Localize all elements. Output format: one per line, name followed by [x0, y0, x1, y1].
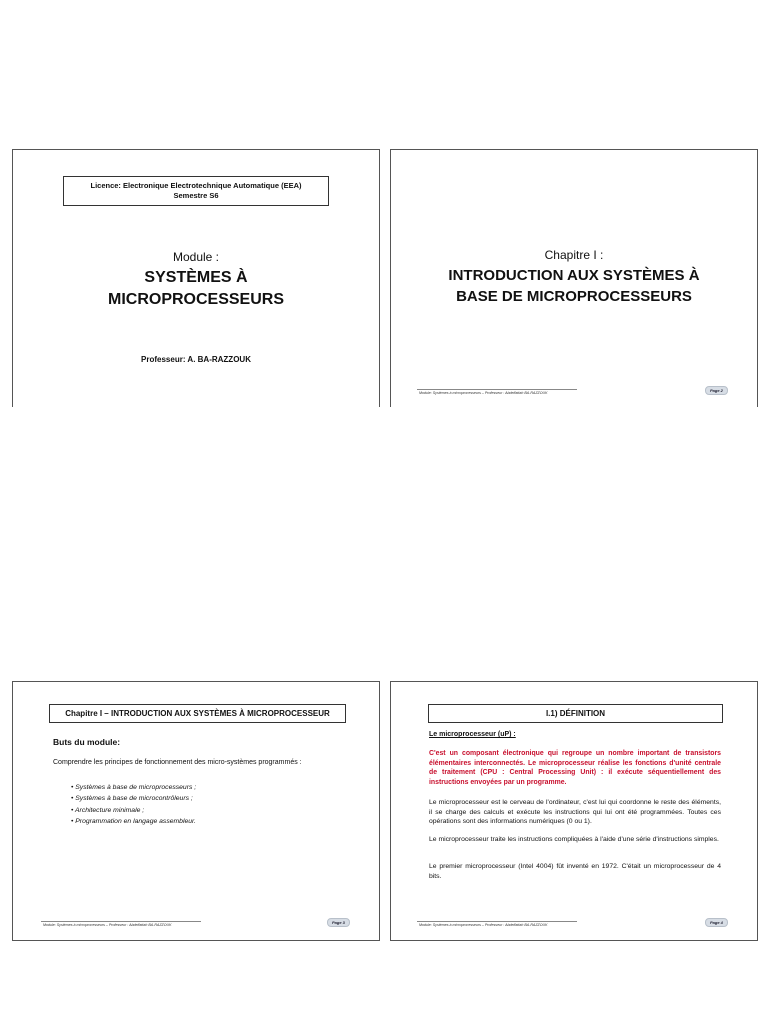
semester-line: Semestre S6	[173, 191, 219, 200]
list-item: • Programmation en langage assembleur.	[71, 818, 196, 826]
module-title	[13, 267, 379, 311]
list-item: • Systèmes à base de microprocesseurs ;	[71, 784, 197, 791]
license-box	[63, 176, 329, 206]
chapter-title-line-2: BASE DE MICROPROCESSEURS	[456, 288, 692, 305]
paragraph-3: Le premier microprocesseur (Intel 4004) fût inventé en 1972. C'était un microprocesseur de 4 bits.	[429, 863, 721, 880]
paragraph-2: Le microprocesseur traite les instructions compliquées à l'aide d'une série d'instructions simples.	[429, 836, 719, 843]
goals-intro: Comprendre les principes de fonctionnement des micro-systèmes programmés :	[53, 759, 302, 766]
page-number-badge: Page 3	[327, 918, 350, 927]
chapter-title	[391, 265, 757, 307]
goals-heading: Buts du module:	[53, 737, 121, 747]
chapter-label: Chapitre I :	[544, 248, 604, 262]
chapter-heading: Chapitre I – INTRODUCTION AUX SYSTÈMES À MICROPROCESSEUR	[49, 704, 346, 723]
list-item: • Architecture minimale ;	[71, 806, 145, 814]
chapter-title-line-1: INTRODUCTION AUX SYSTÈMES À	[448, 267, 700, 284]
list-item: • Systèmes à base de microcontrôleurs ;	[71, 795, 193, 803]
slide-3	[12, 681, 380, 941]
slide-2	[390, 149, 758, 407]
slide-4	[390, 681, 758, 941]
footer-divider	[417, 921, 577, 922]
section-heading: I.1) DÉFINITION	[428, 704, 723, 723]
footer-divider	[41, 921, 201, 922]
page-number-badge: Page 4	[705, 918, 728, 927]
definition-subheading: Le microprocesseur (uP) :	[429, 731, 516, 738]
footer-text: Module: Systèmes à microprocesseurs – Professeur : Abdelfattah BA-RAZZOUK	[43, 923, 172, 927]
footer-divider	[417, 389, 577, 390]
definition-text: C'est un composant électronique qui regroupe un nombre important de transistors élémentaires interconnectés. Le microprocesseur réalise les fonctions d'unité centrale de traitement (CPU : Central Processing Unit) : il exécute séquentiellement des instructions envoyées par un programme.	[429, 750, 721, 786]
module-label: Module :	[172, 250, 220, 264]
footer-text: Module: Systèmes à microprocesseurs – Professeur : Abdelfattah BA-RAZZOUK	[419, 923, 548, 927]
slide-1	[12, 149, 380, 407]
module-title-line-2: MICROPROCESSEURS	[107, 291, 285, 308]
paragraph-1: Le microprocesseur est le cerveau de l'ordinateur, c'est lui qui coordonne le reste des éléments, il se charge des calculs et exécute les instructions qui lui ont été programmées. Toutes ces opérations sont des informations numériques (0 ou 1).	[429, 799, 721, 826]
goals-list	[71, 782, 196, 828]
license-line: Licence: Electronique Electrotechnique Automatique (EEA)	[90, 181, 302, 190]
module-title-line-1: SYSTÈMES À	[144, 269, 248, 286]
footer-text: Module: Systèmes à microprocesseurs – Professeur : Abdelfattah BA-RAZZOUK	[419, 391, 548, 395]
professor-name: Professeur: A. BA-RAZZOUK	[141, 355, 251, 364]
page-number-badge: Page 2	[705, 386, 728, 395]
